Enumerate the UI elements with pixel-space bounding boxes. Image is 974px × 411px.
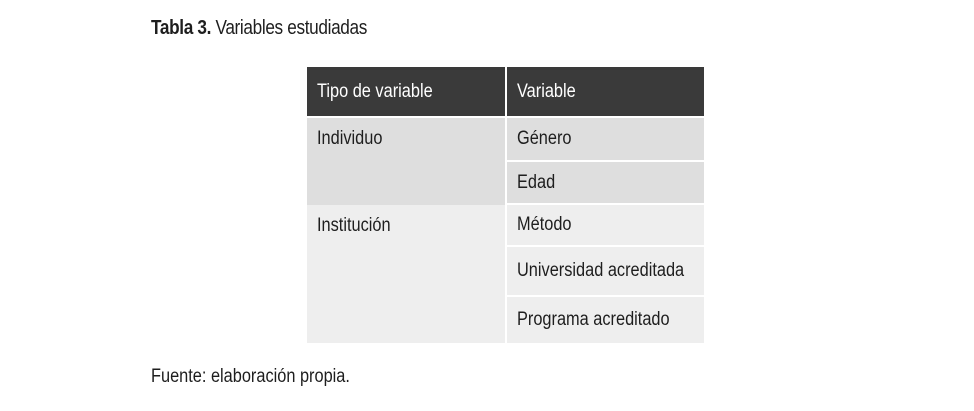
table-row [307,205,704,247]
table-row [307,118,704,162]
group-cell-individuo: Individuo [307,118,507,205]
header-variable: Variable [507,67,704,118]
variable-cell: Programa acreditado [507,297,704,343]
table-caption-label: Tabla 3. [151,17,212,39]
table-caption-title: Variables estudiadas [215,17,368,39]
table-source-note: Fuente: elaboración propia. [151,366,350,387]
variable-cell: Método [507,205,704,247]
variables-table [307,67,704,343]
table-caption [151,17,367,40]
variable-cell: Edad [507,162,704,205]
table-header-row [307,67,704,118]
variable-cell: Género [507,118,704,162]
variables-table-container [307,67,704,343]
group-cell-institucion: Institución [307,205,507,343]
header-tipo-de-variable: Tipo de variable [307,67,507,118]
variable-cell: Universidad acreditada [507,247,704,297]
